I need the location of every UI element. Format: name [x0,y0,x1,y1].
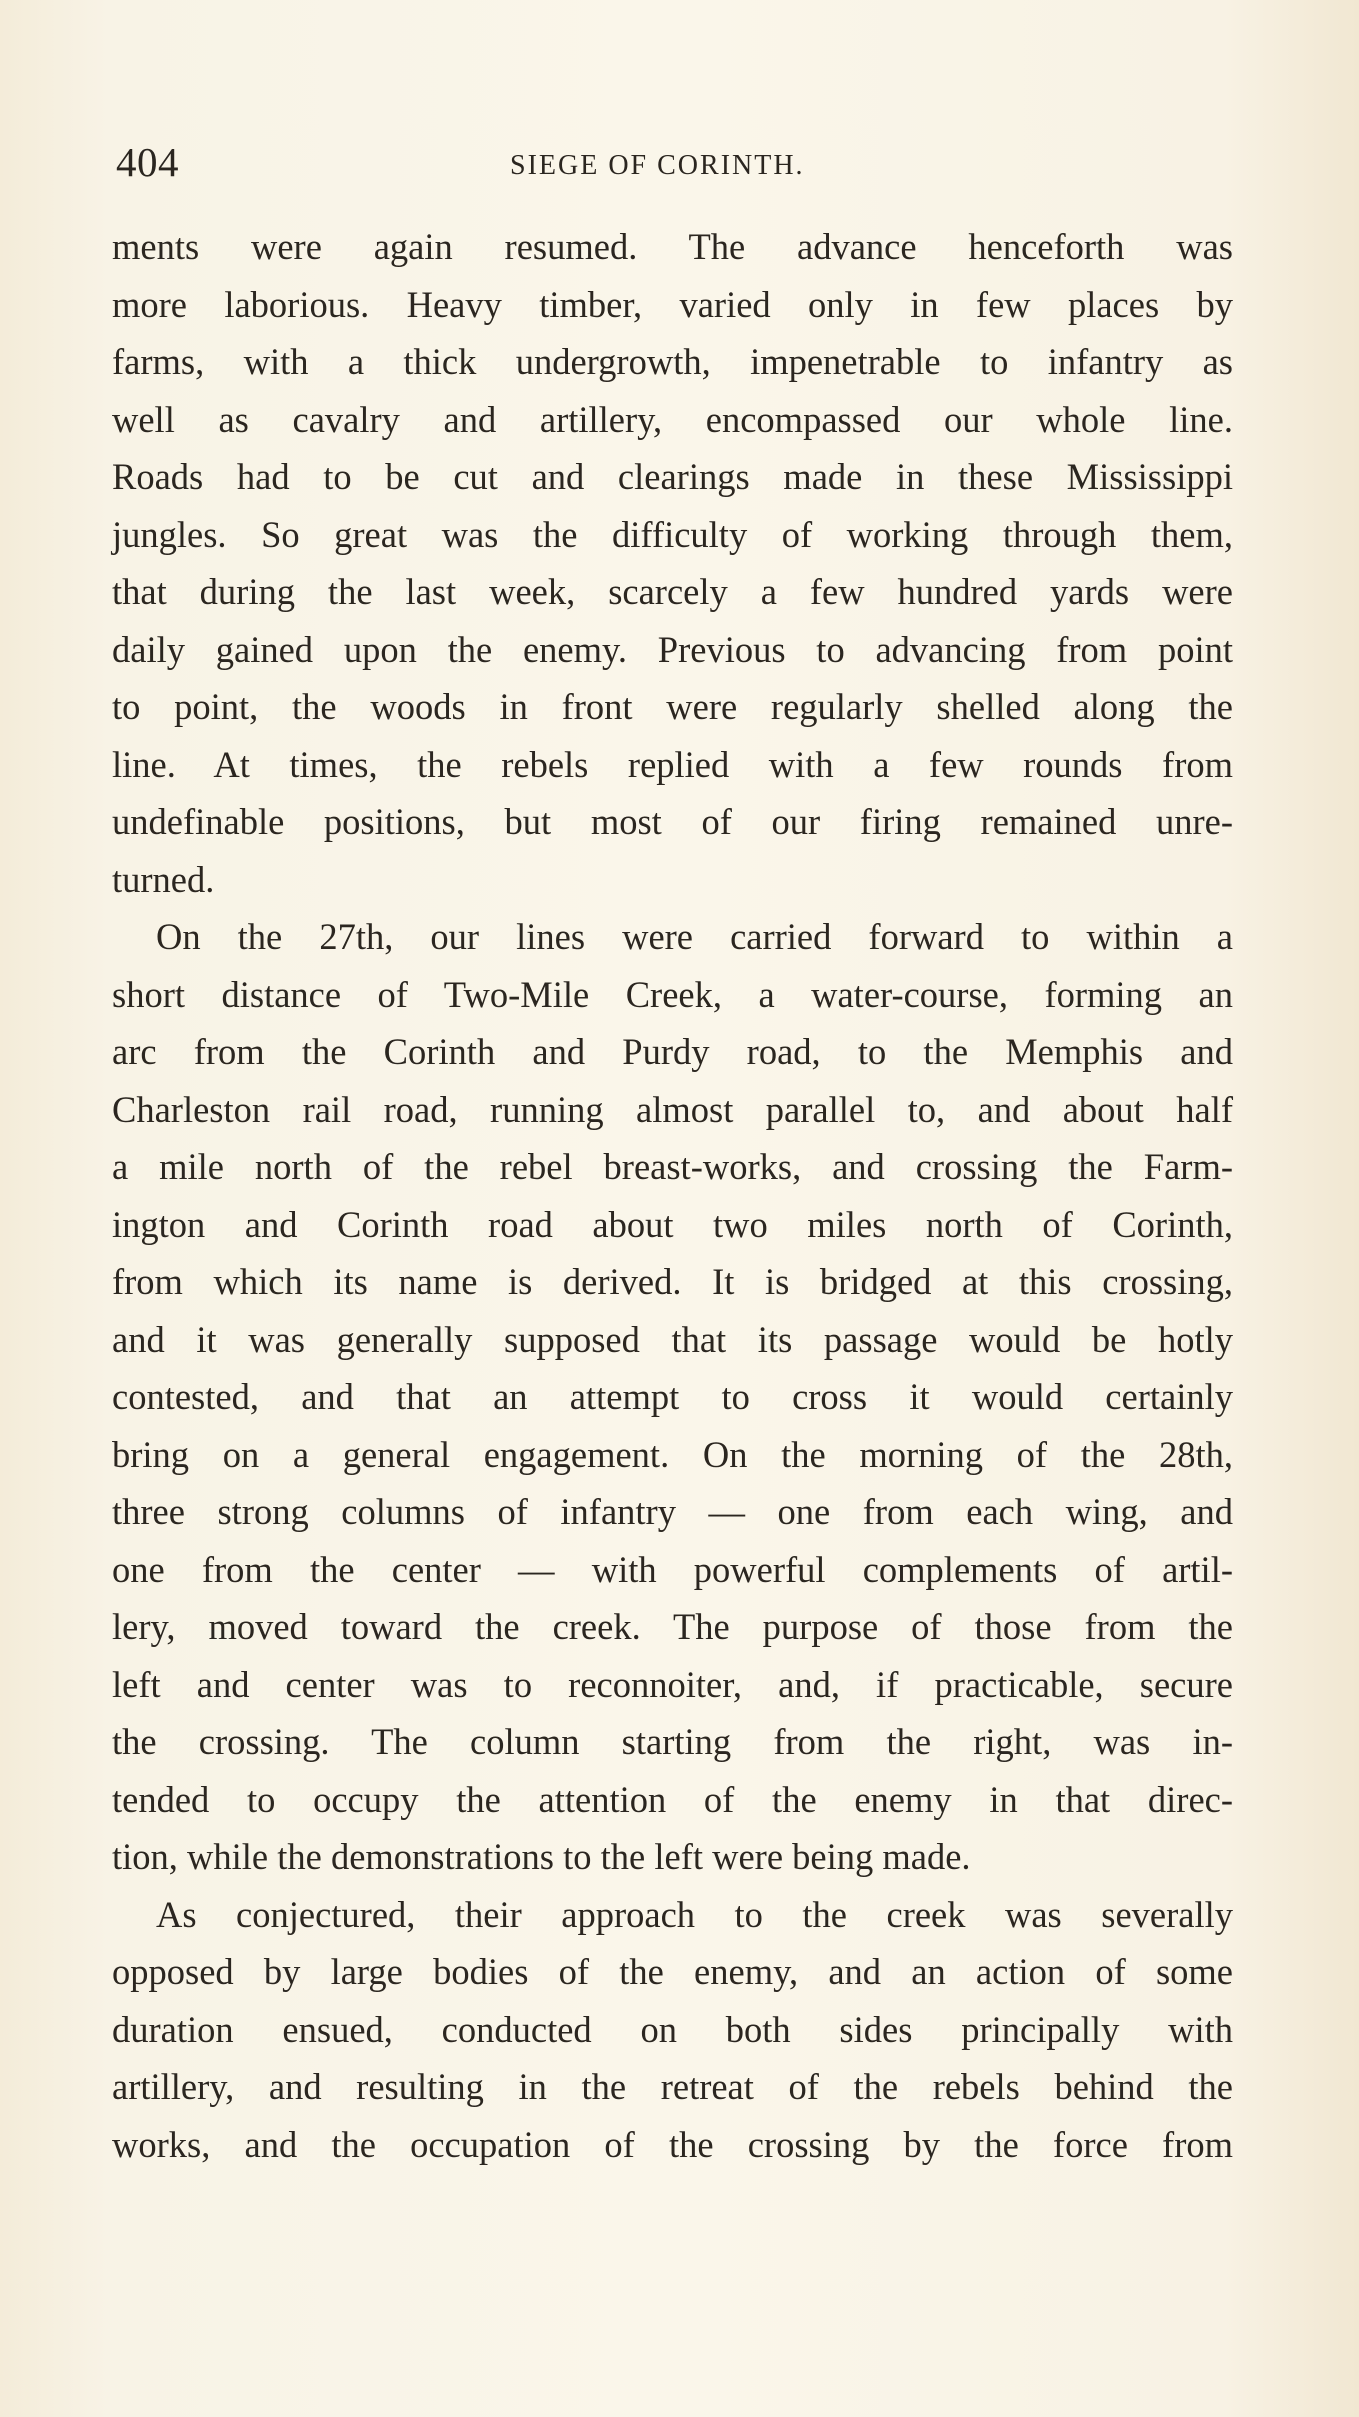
text-line: the crossing. The column starting from the right, was in- [112,1721,1233,1762]
text-line: jungles. So great was the difficulty of working through them, [112,513,1233,555]
text-line: that during the last week, scarcely a few hundred yards were [112,571,1233,612]
text-line: ington and Corinth road about two miles north of Corinth, [112,1203,1233,1245]
text-line: tion, while the demonstrations to the left were being made. [112,1836,971,1877]
text-line: contested, and that an attempt to cross it would certainly [112,1376,1233,1417]
text-line: short distance of Two-Mile Creek, a water-course, forming an [112,973,1233,1015]
text-line: undefinable positions, but most of our firing remained unre- [112,801,1233,842]
text-line: line. At times, the rebels replied with a few rounds from [112,743,1233,785]
text-line: well as cavalry and artillery, encompassed our whole line. [112,398,1233,440]
text-line: turned. [112,858,215,900]
text-line: left and center was to reconnoiter, and, if practicable, secure [112,1663,1233,1705]
text-line: to point, the woods in front were regularly shelled along the [112,686,1233,727]
text-line: bring on a general engagement. On the morning of the 28th, [112,1433,1233,1475]
running-head: SIEGE OF CORINTH. [510,150,805,181]
text-line: from which its name is derived. It is bridged at this crossing, [112,1261,1233,1302]
text-line: three strong columns of infantry — one from each wing, and [112,1491,1233,1532]
page-number: 404 [116,139,179,185]
text-line: Charleston rail road, running almost parallel to, and about half [112,1088,1233,1130]
text-line: works, and the occupation of the crossing by the force from [112,2123,1233,2165]
text-line: tended to occupy the attention of the enemy in that direc- [112,1778,1233,1820]
text-line: artillery, and resulting in the retreat of the rebels behind the [112,2066,1233,2107]
text-line: a mile north of the rebel breast-works, and crossing the Farm- [112,1146,1233,1187]
text-line: daily gained upon the enemy. Previous to advancing from point [112,628,1233,670]
text-line: arc from the Corinth and Purdy road, to the Memphis and [112,1031,1233,1072]
paragraph-start-line: On the 27th, our lines were carried forward to within a [156,916,1233,957]
text-line: farms, with a thick undergrowth, impenetrable to infantry as [112,341,1233,382]
text-line: ments were again resumed. The advance henceforth was [112,226,1233,267]
text-line: opposed by large bodies of the enemy, and an action of some [112,1951,1233,1992]
text-line: one from the center — with powerful complements of artil- [112,1548,1233,1590]
text-line: more laborious. Heavy timber, varied only in few places by [112,283,1233,325]
paragraph-start-line: As conjectured, their approach to the creek was severally [156,1893,1233,1935]
page-header [116,138,1236,188]
text-line: and it was generally supposed that its passage would be hotly [112,1318,1233,1360]
text-line: duration ensued, conducted on both sides principally with [112,2008,1233,2050]
text-line: Roads had to be cut and clearings made in these Mississippi [112,456,1233,497]
body-text [112,218,1233,2173]
text-line: lery, moved toward the creek. The purpose of those from the [112,1606,1233,1647]
